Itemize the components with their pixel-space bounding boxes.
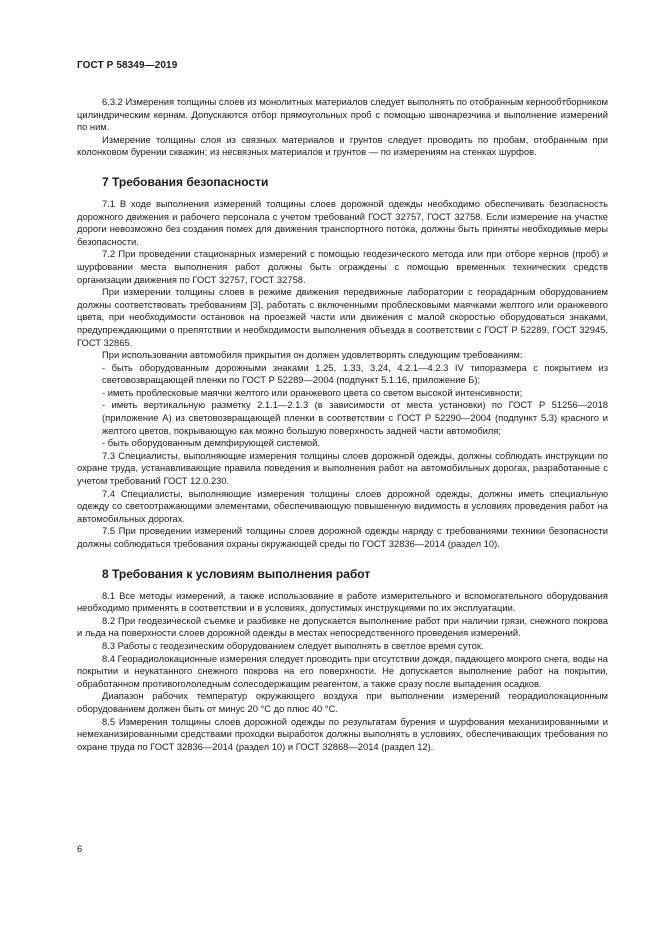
paragraph: 8.4 Георадиолокационные измерения следует проводить при отсутствии дождя, падающего мокрого снега, воды на покрытии и неукатанного снежного покрова на его поверхности. Не допускается выполнение работ на покрытии, обработанном противогололедным солесодержащим реагентом, а также сразу после выпадения осадков.: [77, 652, 608, 689]
list-item: - быть оборудованным демпфирующей системой.: [102, 437, 320, 449]
standard-header: ГОСТ Р 58349—2019: [77, 60, 178, 71]
page-number: 6: [77, 843, 83, 854]
paragraph: Диапазон рабочих температур окружающего воздуха при выполнении измерений георадиолокационным оборудованием должен быть от минус 20 °С до плюс 40 °С.: [77, 690, 608, 714]
list-item: - быть оборудованным дорожными знаками 1.25, 1.33, 3.24, 4.2.1—4.2.3 IV типоразмера с покрытием из световозвращающей пленки по ГОСТ Р 52289—2004 (подпункт 5.1.16, приложение Б);: [102, 361, 608, 386]
list-item: - иметь проблесковые маячки желтого или оранжевого цвета со светом высокой интенсивности;: [102, 386, 523, 398]
paragraph: 8.5 Измерения толщины слоев дорожной одежды по результатам бурения и шурфования механизированными и немеханизированными средствами проходки выработок должны выполнять в условиях, обеспечивающих требования по охране труда по ГОСТ 32836—2014 (раздел 10) и ГОСТ 32868—2014 (раздел 12).: [77, 715, 608, 752]
paragraph: 7.2 При проведении стационарных измерений с помощью геодезического метода или при отборе кернов (проб) и шурфовании места выполнения работ должны быть ограждены с помощью временных технических средств организации движения по ГОСТ 32757, ГОСТ 32758.: [77, 248, 608, 285]
paragraph: 7.5 При проведении измерений толщины слоев дорожной одежды наряду с требованиями техники безопасности должны соблюдаться требования охраны окружающей среды по ГОСТ 32836—2014 (раздел 10).: [77, 525, 608, 549]
paragraph: 6.3.2 Измерения толщины слоев из монолитных материалов следует выполнять по отобранным кернообтборником цилиндрическим кернам. Допускаются отбор прямоугольных проб с помощью швонарезчика и выполнение измерений по ним.: [77, 96, 608, 133]
paragraph: 7.3 Специалисты, выполняющие измерения толщины слоев дорожной одежды, должны соблюдать инструкции по охране труда, устанавливающие правила поведения и выполнения работ на автомобильных дорогах, разработанные с учетом требований ГОСТ 12.0.230.: [77, 449, 608, 487]
section-heading: 7 Требования безопасности: [102, 174, 269, 189]
section-heading: 8 Требования к условиям выполнения работ: [102, 566, 371, 581]
paragraph: При использовании автомобиля прикрытия он должен удовлетворять следующим требованиям:: [102, 349, 523, 361]
paragraph: 8.2 При геодезической съемке и разбивке не допускается выполнение работ при наличии грязи, снежного покрова и льда на поверхности слоев дорожной одежды в местах непосредственного проведения измерений.: [77, 614, 608, 639]
paragraph: 8.1 Все методы измерений, а также использование в работе измерительного и вспомогательного оборудования необходимо применять в соответствии и в условиях, допустимых инструкциями по их эксплуатации.: [77, 589, 608, 614]
paragraph: Измерение толщины слоя из связных материалов и грунтов следует проводить по пробам, отобранным при колонковом бурении скважин; из несвязных материалов и грунтов — по измерениям на стенках шурфов.: [77, 133, 608, 158]
paragraph: 8.3 Работы с геодезическим оборудованием следует выполнять в светлое время суток.: [102, 639, 484, 651]
paragraph: При измерении толщины слоев в режиме движения передвижные лаборатории с георадарным оборудованием должны соответствовать требованиям [3], работать с включенными проблесковыми маячками желтого или оранжевого цвета, при необходимости остановок на проезжей части или движения с малой скоростью оборудоваться знаками, предупреждающими о препятствии и необходимости выполнения объезда в соответствии с ГОСТ Р 52289, ГОСТ 32945, ГОСТ 32865.: [77, 286, 608, 348]
list-item: - иметь вертикальную разметку 2.1.1—2.1.3 (в зависимости от места установки) по ГОСТ Р 51256—2018 (приложение А) из световозвращающей пленки в соответствии с ГОСТ Р 52290—2004 (подпункт 5.3) красного и желтого цветов, покрывающую как можно большую поверхность задней части автомобиля;: [102, 399, 608, 436]
paragraph: 7.1 В ходе выполнения измерений толщины слоев дорожной одежды необходимо обеспечивать безопасность дорожного движения и рабочего персонала с учетом требований ГОСТ 32757, ГОСТ 32758. Если измерение на участке дороги невозможно без создания помех для движения транспортного потока, должны быть приняты необходимые меры безопасности.: [77, 197, 608, 247]
paragraph: 7.4 Специалисты, выполняющие измерения толщины слоев дорожной одежды, должны иметь специальную одежду со светоотражающими элементами, обеспечивающую повышенную видимость в условиях проведения работ на автомобильных дорогах.: [77, 487, 608, 524]
document-body: [77, 96, 608, 753]
